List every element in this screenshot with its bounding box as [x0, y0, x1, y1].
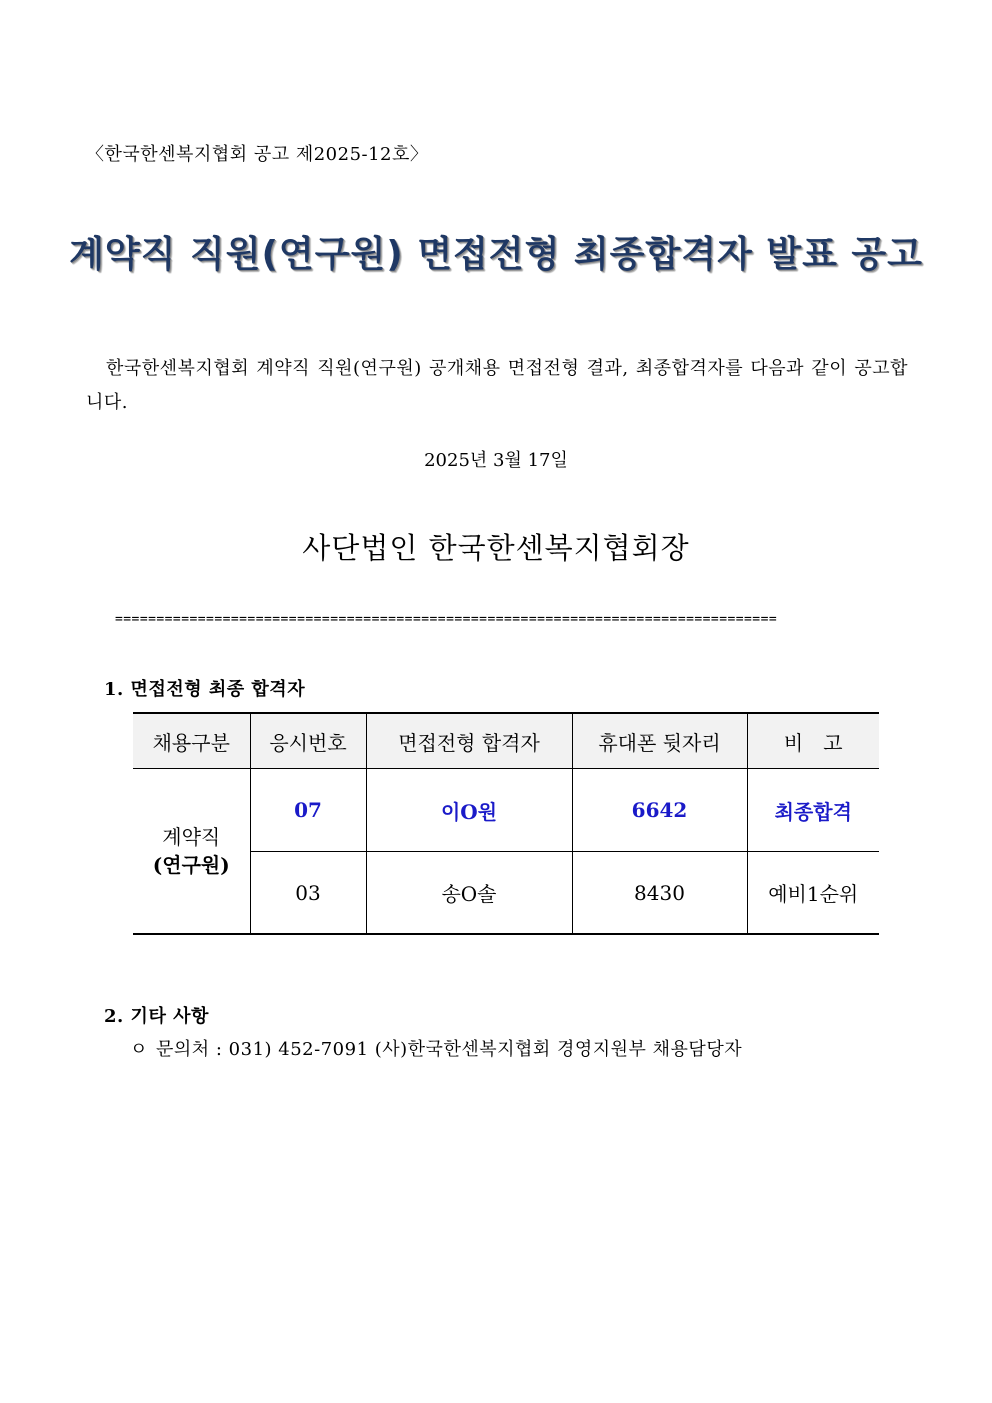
category-cell [133, 769, 250, 935]
table-row [133, 769, 879, 852]
final-candidates-table [133, 712, 879, 935]
candidate-name: 이O원 [366, 769, 572, 852]
header-remarks: 비 고 [747, 713, 879, 769]
organization-signature: 사단법인 한국한센복지협회장 [302, 531, 690, 565]
candidate-name: 송O솔 [366, 852, 572, 935]
contact-line [130, 1035, 742, 1061]
remark: 최종합격 [747, 769, 879, 852]
remark: 예비1순위 [747, 852, 879, 935]
notice-number: 〈한국한센복지협회 공고 제2025-12호〉 [86, 144, 429, 165]
category-position: (연구원) [152, 853, 230, 877]
applicant-number: 03 [250, 852, 366, 935]
header-category: 채용구분 [133, 713, 250, 769]
category-type: 계약직 [162, 825, 221, 849]
header-phone-digits: 휴대폰 뒷자리 [572, 713, 747, 769]
header-candidate-name: 면접전형 합격자 [366, 713, 572, 769]
contact-info: 문의처 : 031) 452-7091 (사)한국한센복지협회 경영지원부 채용담당자 [156, 1039, 743, 1060]
announcement-date: 2025년 3월 17일 [424, 450, 568, 471]
phone-digits: 6642 [572, 769, 747, 852]
separator-line: ================================================================================ [115, 613, 778, 627]
table-header-row [133, 713, 879, 769]
phone-digits: 8430 [572, 852, 747, 935]
applicant-number: 07 [250, 769, 366, 852]
page-title: 계약직 직원(연구원) 면접전형 최종합격자 발표 공고 [69, 234, 923, 275]
section-heading-other-matters: 2. 기타 사항 [104, 1006, 209, 1027]
bullet-marker: ㅇ [130, 1039, 148, 1060]
section-heading-final-candidates: 1. 면접전형 최종 합격자 [104, 679, 306, 700]
intro-paragraph: 한국한센복지협회 계약직 직원(연구원) 공개채용 면접전형 결과, 최종합격자를 다음과 같이 공고합니다. [86, 358, 908, 413]
header-applicant-number: 응시번호 [250, 713, 366, 769]
